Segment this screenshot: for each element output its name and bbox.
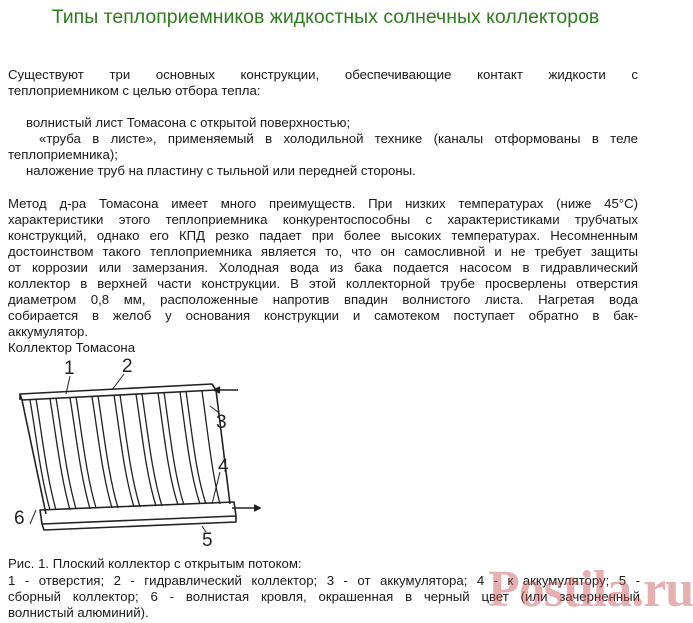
list-item-3: наложение труб на пластину с тыльной или передней стороны. xyxy=(26,163,416,178)
figure-number-5: 5 xyxy=(202,530,213,551)
caption-line-2: 1 - отверстия; 2 - гидравлический коллектор; 3 - от аккумулятора; 4 - к аккумулятору; 5 - xyxy=(8,573,640,588)
caption-line-1: Рис. 1. Плоский коллектор с открытым потоком: xyxy=(8,556,302,571)
figure-number-2: 2 xyxy=(122,356,133,377)
page-title: Типы теплоприемников жидкостных солнечных коллекторов xyxy=(51,6,600,28)
paragraph-line-3: конструкций, однако его КПД резко падает при более высоких температурах. Несомненным xyxy=(8,228,638,243)
paragraph-line-9: аккумулятор. xyxy=(8,324,89,339)
watermark-logo: Postila.ru xyxy=(488,561,693,618)
paragraph-line-7: диаметром 0,8 мм, расположенные напротив впадин волнистого листа. Нагретая вода xyxy=(8,292,638,307)
paragraph-line-4: достоинством такого теплоприемника является то, что он самосливной и не требует защиты xyxy=(8,244,638,259)
paragraph-line-5: от коррозии или замерзания. Холодная вода из бака подается насосом в гидравлический xyxy=(8,260,638,275)
figure-number-1: 1 xyxy=(64,358,75,379)
paragraph-line-1: Метод д-ра Томасона имеет много преимуществ. При низких температурах (ниже 45°С) xyxy=(8,196,638,211)
paragraph-line-8: собирается в желоб у основания конструкции и самотеком поступает обратно в бак- xyxy=(8,308,638,323)
paragraph-line-6: коллектор в верхней части конструкции. В этой коллекторной трубе просверлены отверстия xyxy=(8,276,638,291)
figure-label: Коллектор Томасона xyxy=(8,340,136,355)
caption-line-3: сборный коллектор; 6 - волнистая кровля, окрашенная в черный цвет (или зачерненный xyxy=(8,589,640,604)
collector-diagram xyxy=(6,354,246,551)
list-item-1: волнистый лист Томасона с открытой поверхностью; xyxy=(26,115,351,130)
list-item-2-line-2: теплоприемника); xyxy=(8,147,118,162)
intro-line-1: Существуют три основных конструкции, обеспечивающие контакт жидкости с xyxy=(8,67,638,82)
figure-number-4: 4 xyxy=(218,456,229,477)
figure-number-6: 6 xyxy=(14,508,25,529)
caption-line-4: волнистый алюминий). xyxy=(8,605,149,620)
figure-number-3: 3 xyxy=(216,412,227,433)
intro-line-2: теплоприемником с целью отбора тепла: xyxy=(8,83,261,98)
list-item-2-line-1: «труба в листе», применяемый в холодильной технике (каналы отформованы в теле xyxy=(39,131,638,146)
paragraph-line-2: характеристики этого теплоприемника конкурентоспособны с характеристиками трубчатых xyxy=(8,212,638,227)
